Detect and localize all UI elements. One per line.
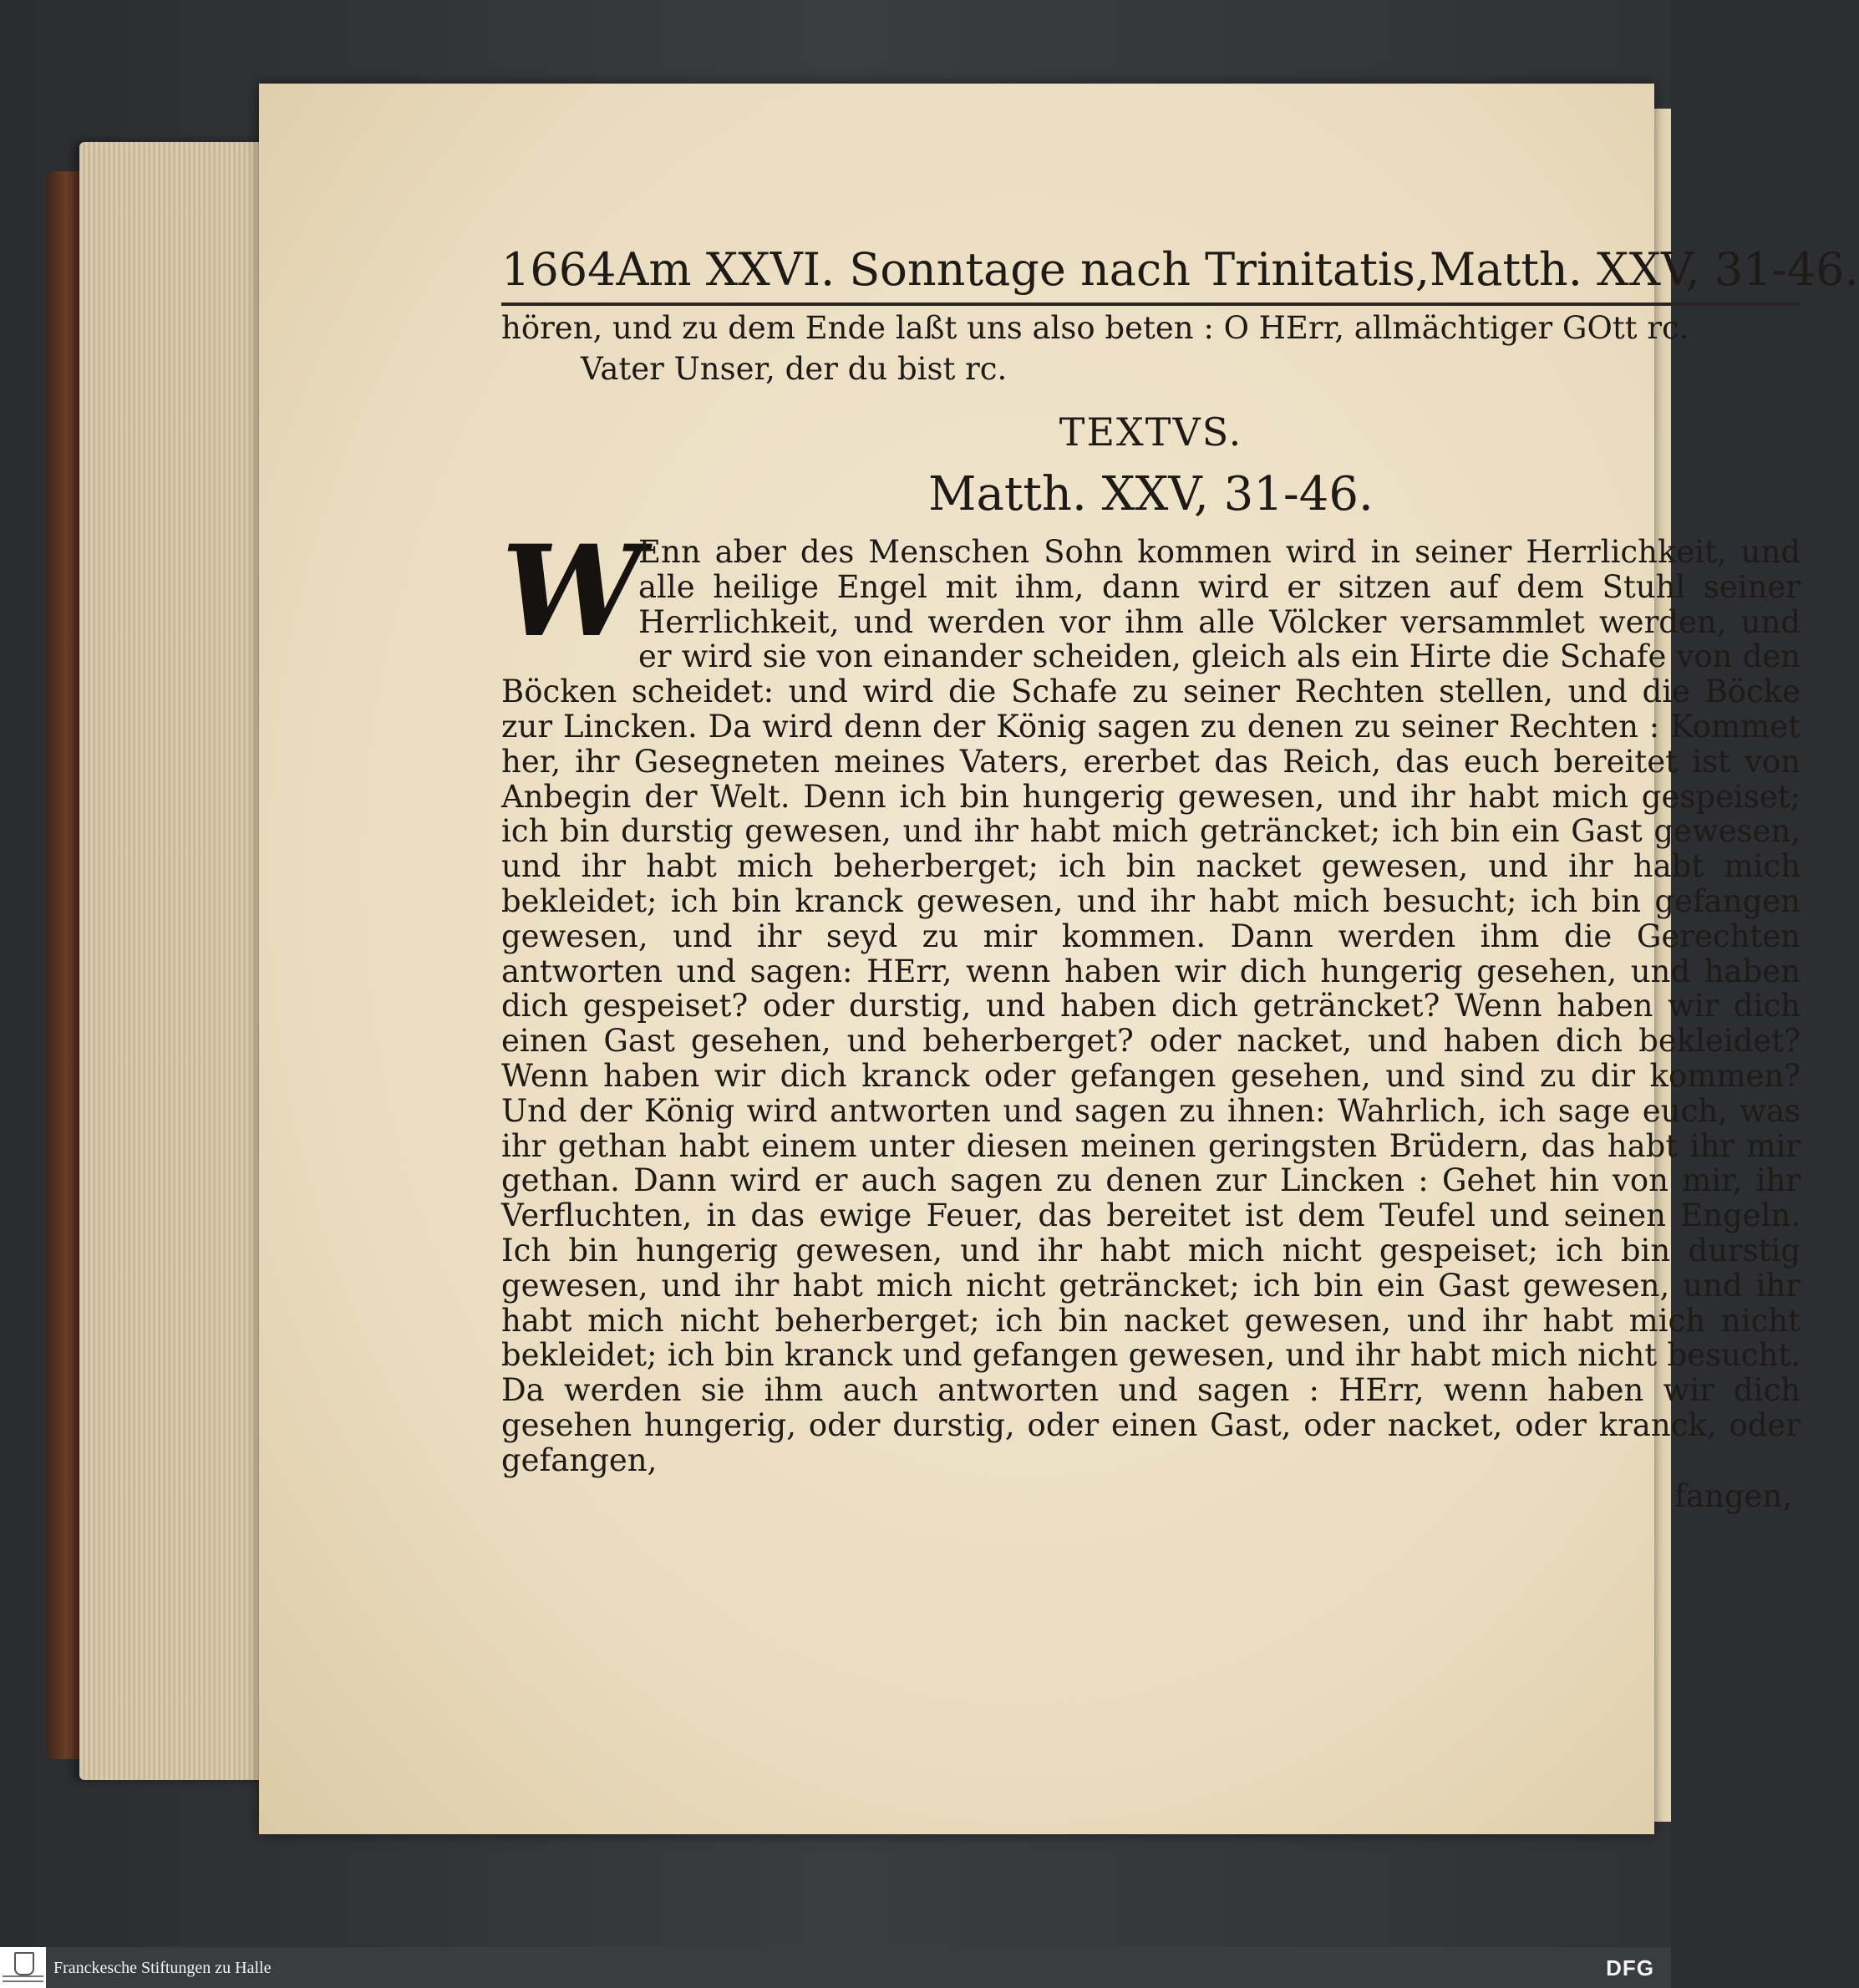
prayer-line: Vater Unser, der du bist rc. — [581, 351, 1008, 387]
institution-name: Franckesche Stiftungen zu Halle — [53, 1959, 272, 1977]
scripture-text: Enn aber des Menschen Sohn kommen wird in seiner Herrlichkeit, und alle heilige Engel mit ihm, dann wird er sitzen auf dem Stuhl seiner Herrlichkeit, und werden vor ihm alle Völcker versammlet werden, und er wird sie von einander scheiden, gleich als ein Hirte die Schafe von den Böcken scheidet: und wird die Schafe zu seiner Rechten stellen, und die Böcke zur Lincken. Da wird denn der König sagen zu denen zu seiner Rechten : Kommet her, ihr Gesegneten meines Vaters, ererbet das Reich, das euch bereitet ist von Anbegin der Welt. Denn ich bin hungerig gewesen, und ihr habt mich gespeiset; ich bin durstig gewesen, und ihr habt mich geträncket; ich bin ein Gast gewesen, und ihr habt mich beherberget; ich bin nacket gewesen, und ihr habt mich bekleidet; ich bin kranck gewesen, und ihr habt mich besucht; ich bin gefangen gewesen, und ihr seyd zu mir kommen. Dann werden ihm die Gerechten antworten und sagen: HErr, wenn haben wir dich hungerig gesehen, und haben dich gespeiset? oder durstig, und haben dich geträncket? Wenn haben wir dich einen Gast gesehen, und beherberget? oder nacket, und haben dich bekleidet? Wenn haben wir dich kranck oder gefangen gesehen, und sind zu dir kommen? Und der König wird antworten und sagen zu ihnen: Wahrlich, ich sage euch, was ihr gethan habt einem unter diesen meinen geringsten Brüdern, das habt ihr mir gethan. Dann wird er auch sagen zu denen zur Lincken : Gehet hin von mir, ihr Verfluchten, in das ewige Feuer, das bereitet ist dem Teufel und seinen Engeln. Ich bin hungerig gewesen, und ihr habt mich nicht gespeiset; ich bin durstig gewesen, und ihr habt mich nicht geträncket; ich bin ein Gast gewesen, und ihr habt mich nicht beherberget; ich bin nacket gewesen, und ihr habt mich nicht bekleidet; ich bin kranck und gefangen gewesen, und ihr habt mich nicht besucht. Da werden sie ihm auch antworten und sagen : HErr, wenn haben wir dich gesehen hungerig, oder durstig, oder einen Gast, oder nacket, oder kranck, oder gefangen, — [501, 534, 1801, 1478]
textus-reference: Matth. XXV, 31-46. — [928, 467, 1374, 521]
textus-title: TEXTVS. — [1059, 409, 1243, 455]
dfg-logo[interactable]: DFG — [1606, 1955, 1654, 1980]
institution-logo[interactable] — [0, 1947, 46, 1988]
viewer-footer — [0, 1947, 1671, 1988]
catchword: fangen, — [1674, 1477, 1792, 1514]
book-page — [259, 84, 1859, 1834]
page-number: 1664 — [501, 243, 617, 296]
scripture-body — [501, 518, 1801, 1478]
header-reference: Matth. XXV, 31-46. — [1430, 243, 1859, 296]
crest-icon — [14, 1952, 34, 1975]
logo-wordmark-icon — [3, 1975, 43, 1982]
header-rule — [501, 303, 1801, 306]
page-content — [501, 242, 1859, 1515]
drop-cap: W — [501, 518, 643, 665]
running-title: Am XXVI. Sonntage nach Trinitatis, — [616, 243, 1430, 296]
running-header — [501, 242, 1859, 297]
intro-text: hören, und zu dem Ende laßt uns also beten : O HErr, allmächtiger GOtt rc. — [501, 310, 1689, 346]
page-edges — [79, 142, 280, 1780]
